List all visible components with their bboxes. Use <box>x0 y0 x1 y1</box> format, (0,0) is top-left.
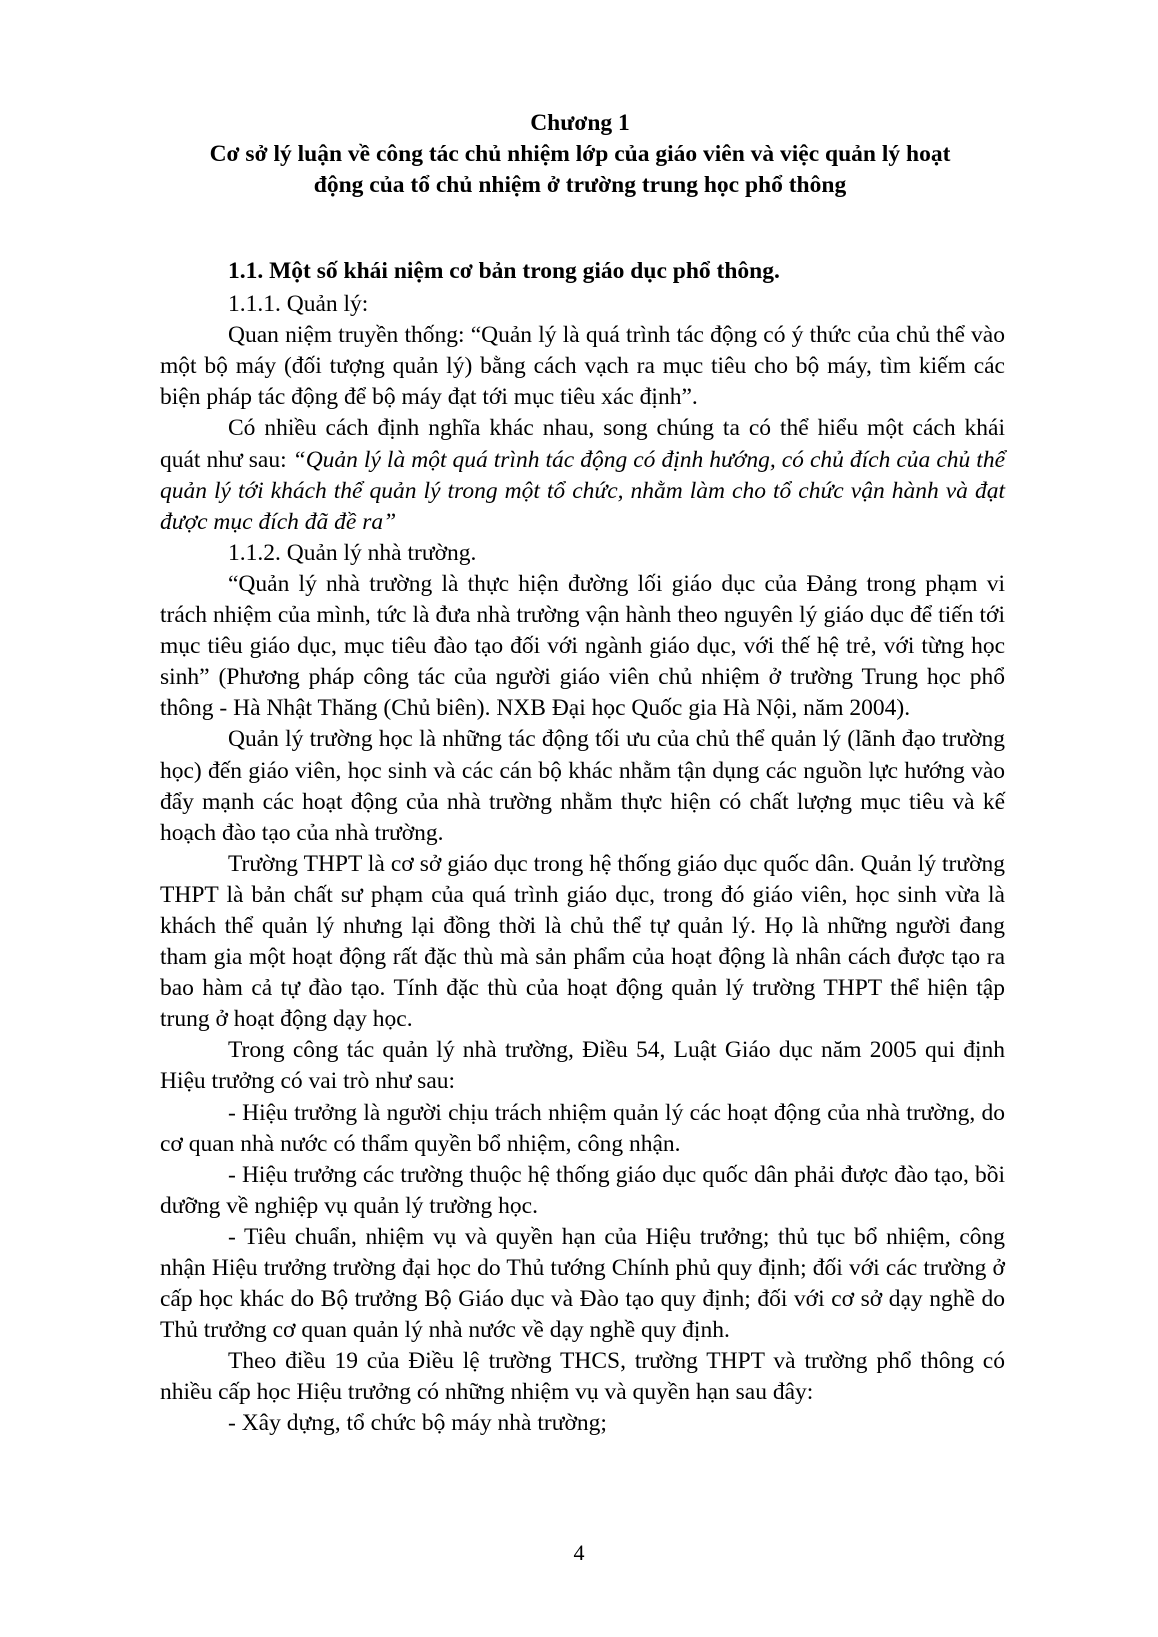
chapter-title-block <box>140 108 1020 201</box>
section-heading: 1.1. Một số khái niệm cơ bản trong giáo dục phổ thông. <box>228 258 780 284</box>
definition-quote: “Quản lý là một quá trình tác động có định hướng, có chủ đích của chủ thể quản lý tới khách thể quản lý trong một tổ chức, nhằm làm cho tổ chức vận hành và đạt được mục đích đã đề ra” <box>160 446 1005 535</box>
paragraph-thpt-management: Trường THPT là cơ sở giáo dục trong hệ thống giáo dục quốc dân. Quản lý trường THPT là bản chất sư phạm của quá trình giáo dục, trong đó giáo viên, học sinh vừa là khách thể quản lý nhưng lại đồng thời là chủ thể tự quản lý. Họ là những người đang tham gia một hoạt động rất đặc thù mà sản phẩm của hoạt động là nhân cách được tạo ra bao hàm cả tự đào tạo. Tính đặc thù của hoạt động quản lý trường THPT thể hiện tập trung ở hoạt động dạy học. <box>160 850 1005 1033</box>
page-number: 4 <box>573 1540 585 1565</box>
paragraph-education-law: Trong công tác quản lý nhà trường, Điều 54, Luật Giáo dục năm 2005 qui định Hiệu trưởng có vai trò như sau: <box>160 1037 1005 1095</box>
list-item-principal-responsibility: - Hiệu trưởng là người chịu trách nhiệm quản lý các hoạt động của nhà trường, do cơ quan nhà nước có thẩm quyền bổ nhiệm, công nhận. <box>160 1099 1005 1157</box>
chapter-title-line-2: động của tổ chủ nhiệm ở trường trung học phổ thông <box>313 172 847 198</box>
list-item-principal-training: - Hiệu trưởng các trường thuộc hệ thống giáo dục quốc dân phải được đào tạo, bồi dưỡng về nghiệp vụ quản lý trường học. <box>160 1161 1005 1219</box>
subsection-title-quan-ly: 1.1.1. Quản lý: <box>228 291 369 318</box>
paragraph-school-management-definition: Quản lý trường học là những tác động tối ưu của chủ thể quản lý (lãnh đạo trường học) đến giáo viên, học sinh và các cán bộ khác nhằm tận dụng các nguồn lực hướng vào đẩy mạnh các hoạt động của nhà trường nhằm thực hiện có chất lượng mục tiêu và kế hoạch đào tạo của nhà trường. <box>160 726 1005 846</box>
definition-intro: Có nhiều cách định nghĩa khác nhau, song chúng ta có thể hiểu một cách khái quát như sau: <box>160 415 1005 473</box>
paragraph-general-definition <box>160 413 1005 537</box>
list-item-principal-standards: - Tiêu chuẩn, nhiệm vụ và quyền hạn của Hiệu trưởng; thủ tục bổ nhiệm, công nhận Hiệu trưởng trường đại học do Thủ tướng Chính phủ quy định; đối với các trường ở cấp học khác do Bộ trưởng Bộ Giáo dục và Đào tạo quy định; đối với cơ sở dạy nghề do Thủ trưởng cơ quan quản lý nhà nước về dạy nghề quy định. <box>160 1223 1005 1344</box>
chapter-title-line-1: Cơ sở lý luận về công tác chủ nhiệm lớp của giáo viên và việc quản lý hoạt <box>209 141 951 167</box>
subsection-title-quan-ly-nha-truong: 1.1.2. Quản lý nhà trường. <box>228 539 477 566</box>
paragraph-traditional-concept: Quan niệm truyền thống: “Quản lý là quá trình tác động có ý thức của chủ thể vào một bộ máy (đối tượng quản lý) bằng cách vạch ra mục tiêu cho bộ máy, tìm kiếm các biện pháp tác động để bộ máy đạt tới mục tiêu xác định”. <box>160 322 1005 411</box>
paragraph-charter-article-19: Theo điều 19 của Điều lệ trường THCS, trường THPT và trường phổ thông có nhiều cấp học Hiệu trưởng có những nhiệm vụ và quyền hạn sau đây: <box>160 1348 1005 1406</box>
paragraph-school-management-quote: “Quản lý nhà trường là thực hiện đường lối giáo dục của Đảng trong phạm vi trách nhiệm của mình, tức là đưa nhà trường vận hành theo nguyên lý giáo dục để tiến tới mục tiêu giáo dục, mục tiêu đào tạo đối với ngành giáo dục, với thế hệ trẻ, với từng học sinh” (Phương pháp công tác của người giáo viên chủ nhiệm ở trường Trung học phổ thông - Hà Nhật Thăng (Chủ biên). NXB Đại học Quốc gia Hà Nội, năm 2004). <box>160 570 1005 722</box>
list-item-build-apparatus: - Xây dựng, tổ chức bộ máy nhà trường; <box>228 1410 607 1437</box>
document-body <box>160 256 1005 1440</box>
chapter-label: Chương 1 <box>530 110 630 136</box>
